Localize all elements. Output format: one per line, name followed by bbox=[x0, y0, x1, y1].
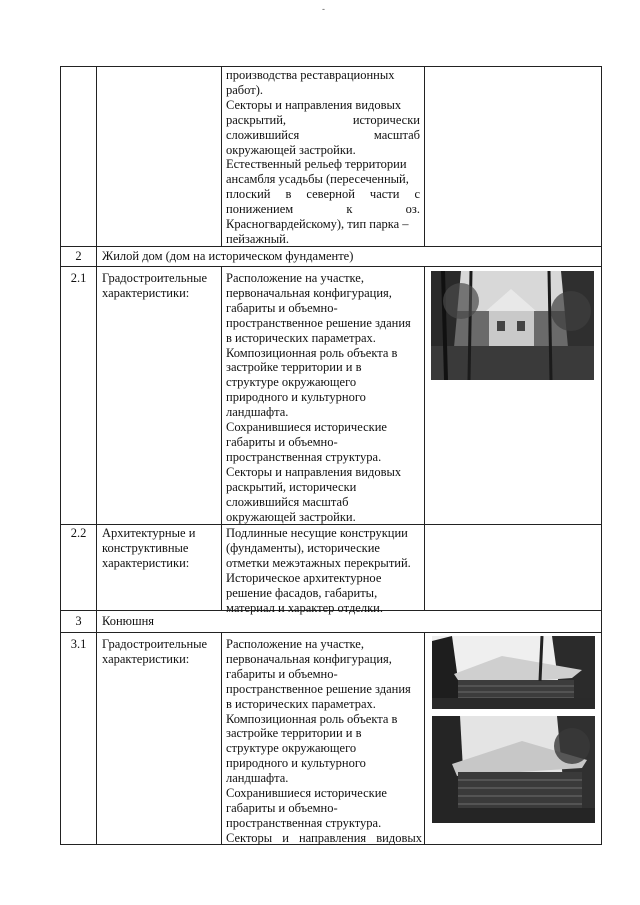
text-line: ансамбля усадьбы (пересеченный, bbox=[226, 172, 409, 187]
row2-2-number: 2.2 bbox=[70, 526, 87, 540]
text-line: характеристики: bbox=[102, 651, 190, 666]
text-line: пейзажный. bbox=[226, 231, 289, 246]
text-line: материал и характер отделки. bbox=[226, 600, 383, 615]
text-line: габариты и объемно- bbox=[226, 666, 338, 681]
table-border-right bbox=[601, 66, 602, 845]
text-line: природного и культурного bbox=[226, 756, 366, 771]
row0-description bbox=[226, 68, 420, 247]
row2-2-description bbox=[226, 526, 422, 615]
row2-1-number: 2.1 bbox=[70, 271, 87, 285]
table-border-top bbox=[60, 66, 602, 67]
column-divider bbox=[221, 632, 222, 845]
column-divider bbox=[221, 66, 222, 247]
text-line: раскрытий, исторически bbox=[226, 479, 357, 494]
row2-title: Жилой дом (дом на историческом фундаменте) bbox=[102, 249, 354, 263]
row2-number: 2 bbox=[75, 249, 82, 263]
row3-1-number: 3.1 bbox=[70, 637, 87, 651]
text-line: Сохранившиеся исторические bbox=[226, 420, 387, 435]
text-line: раскрытий, исторически bbox=[226, 112, 420, 127]
text-line: Естественный рельеф территории bbox=[226, 157, 407, 172]
text-line: сложившийся масштаб bbox=[226, 127, 420, 142]
text-line: пространственная структура. bbox=[226, 449, 382, 464]
text-line: характеристики: bbox=[102, 285, 190, 300]
text-line: в исторических параметрах. bbox=[226, 330, 376, 345]
text-line: Подлинные несущие конструкции bbox=[226, 526, 408, 540]
text-line: отметки межэтажных перекрытий. bbox=[226, 555, 411, 570]
text-line: Градостроительные bbox=[102, 637, 208, 651]
text-line: понижением к оз. bbox=[226, 202, 420, 217]
text-line: Сохранившиеся исторические bbox=[226, 786, 387, 801]
column-divider bbox=[96, 66, 97, 845]
text-line: застройке территории и в bbox=[226, 726, 362, 741]
text-line: габариты и объемно- bbox=[226, 434, 338, 449]
text-line: Секторы и направления видовых bbox=[226, 464, 402, 479]
text-line: габариты и объемно- bbox=[226, 800, 338, 815]
text-line: структуре окружающего bbox=[226, 375, 357, 390]
text-line: Архитектурные и bbox=[102, 526, 196, 540]
text-line: плоский в северной части с bbox=[226, 187, 420, 202]
row3-title: Конюшня bbox=[102, 614, 155, 628]
house-photo bbox=[431, 271, 594, 380]
text-line: Градостроительные bbox=[102, 271, 208, 285]
text-line: пространственная структура. bbox=[226, 815, 382, 830]
row2-1-description bbox=[226, 271, 422, 524]
text-line: структуре окружающего bbox=[226, 741, 357, 756]
text-line: Композиционная роль объекта в bbox=[226, 711, 398, 726]
text-line: в исторических параметрах. bbox=[226, 696, 376, 711]
stable-photo-bottom bbox=[432, 716, 595, 823]
text-line: пространственное решение здания bbox=[226, 681, 411, 696]
text-line: характеристики: bbox=[102, 555, 190, 570]
column-divider bbox=[424, 266, 425, 611]
text-line: Расположение на участке, bbox=[226, 271, 364, 285]
text-line: окружающей застройки. bbox=[226, 142, 356, 157]
text-line: работ). bbox=[226, 82, 263, 97]
text-line: ландшафта. bbox=[226, 405, 289, 420]
text-line: Секторы и направления видовых bbox=[226, 97, 402, 112]
column-divider bbox=[221, 266, 222, 611]
text-line: ландшафта. bbox=[226, 771, 289, 786]
row-divider bbox=[60, 632, 602, 633]
text-line: (фундаменты), исторические bbox=[226, 540, 380, 555]
text-line: пространственное решение здания bbox=[226, 315, 411, 330]
text-line: сложившийся масштаб bbox=[226, 494, 349, 509]
row2-1-label bbox=[102, 271, 220, 301]
row3-number: 3 bbox=[75, 614, 82, 628]
text-line: производства реставрационных bbox=[226, 68, 395, 82]
text-line: Секторы и направления видовых bbox=[226, 830, 422, 845]
text-line: Композиционная роль объекта в bbox=[226, 345, 398, 360]
text-line: габариты и объемно- bbox=[226, 300, 338, 315]
column-divider bbox=[424, 632, 425, 845]
text-line: Историческое архитектурное bbox=[226, 570, 382, 585]
text-line: природного и культурного bbox=[226, 390, 366, 405]
text-line: Расположение на участке, bbox=[226, 637, 364, 651]
table-border-left bbox=[60, 66, 61, 845]
text-line: окружающей застройки. bbox=[226, 509, 356, 524]
row3-1-description bbox=[226, 637, 422, 846]
page-mark: - bbox=[322, 4, 325, 14]
text-line: Красногвардейскому), тип парка – bbox=[226, 217, 409, 232]
text-line: застройке территории и в bbox=[226, 360, 362, 375]
stable-photo-top bbox=[432, 636, 595, 709]
text-line: первоначальная конфигурация, bbox=[226, 651, 392, 666]
text-line: решение фасадов, габариты, bbox=[226, 585, 378, 600]
row2-2-label bbox=[102, 526, 220, 571]
row-divider bbox=[60, 266, 602, 267]
text-line: первоначальная конфигурация, bbox=[226, 285, 392, 300]
row3-1-label bbox=[102, 637, 220, 667]
column-divider bbox=[424, 66, 425, 247]
text-line: конструктивные bbox=[102, 540, 189, 555]
